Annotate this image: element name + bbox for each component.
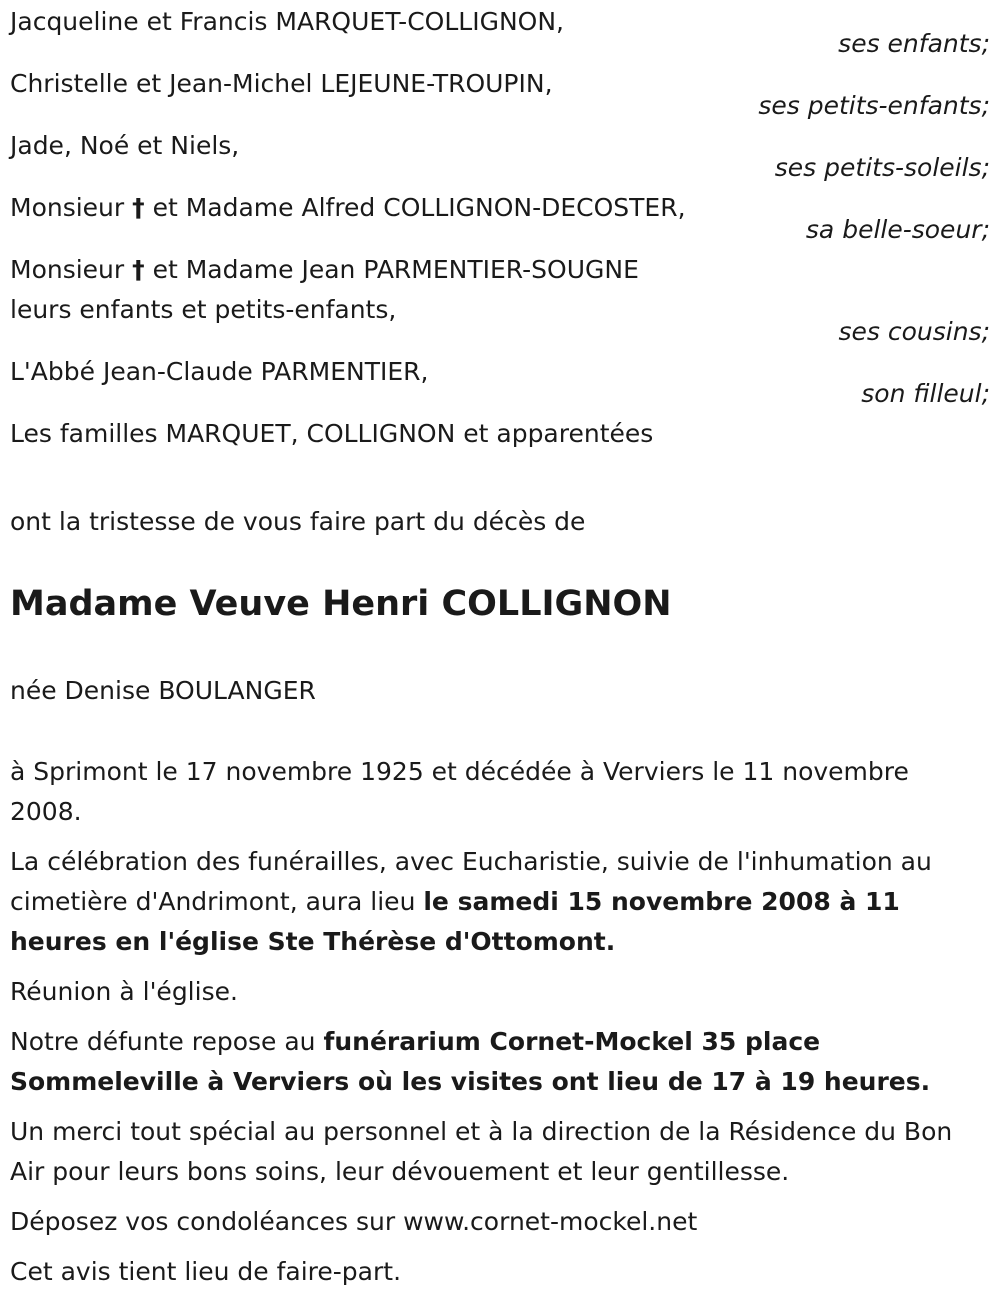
family-member-prefix: Monsieur [10,193,133,222]
birth-death-paragraph: à Sprimont le 17 novembre 1925 et décédée à Verviers le 11 novembre 2008. [10,757,909,826]
relation-label: ses petits-enfants; [758,91,990,120]
notice-paragraph: Cet avis tient lieu de faire-part. [10,1257,402,1286]
relation-label: sa belle-soeur; [805,215,990,244]
repose-paragraph [10,1022,985,1102]
family-member-line: Christelle et Jean-Michel LEJEUNE-TROUPIN, [10,69,553,98]
thanks-paragraph: Un merci tout spécial au personnel et à la direction de la Résidence du Bon Air pour leurs bons soins, leur dévouement et leur gentillesse. [10,1117,953,1186]
family-member-suffix: et Madame Alfred COLLIGNON-DECOSTER, [144,193,686,222]
repose-text: Notre défunte repose au [10,1027,324,1056]
relation-label: son filleul; [861,379,990,408]
family-member-line: Les familles MARQUET, COLLIGNON et apparentées [10,419,654,448]
announcement-intro: ont la tristesse de vous faire part du décès de [10,507,586,536]
maiden-name: née Denise BOULANGER [10,676,316,705]
family-member-line [10,250,990,290]
relation-label: ses enfants; [838,29,990,58]
ceremony-paragraph [10,842,985,962]
reunion-paragraph: Réunion à l'église. [10,977,238,1006]
cross-icon: † [132,255,145,284]
family-member-line: Jade, Noé et Niels, [10,131,240,160]
obituary-body [10,752,985,1302]
deceased-name: Madame Veuve Henri COLLIGNON [10,584,672,624]
family-member-suffix: et Madame Jean PARMENTIER-SOUGNE [144,255,639,284]
family-member-line: L'Abbé Jean-Claude PARMENTIER, [10,357,429,386]
cross-icon: † [132,193,145,222]
relation-label: ses cousins; [838,317,990,346]
family-member-line-continued: leurs enfants et petits-enfants, [10,295,397,324]
family-list [10,0,990,454]
funeral-home-details: funérarium Cornet-Mockel 35 place Sommeleville à Verviers où les visites ont lieu de 17 à 19 heures. [10,1027,931,1096]
family-member-prefix: Monsieur [10,255,133,284]
ceremony-date-location: le samedi 15 novembre 2008 à 11 heures en l'église Ste Thérèse d'Ottomont. [10,887,900,956]
ceremony-text: La célébration des funérailles, avec Eucharistie, suivie de l'inhumation au cimetière d'Andrimont, aura lieu [10,847,932,916]
relation-label: ses petits-soleils; [774,153,990,182]
family-member-line: Jacqueline et Francis MARQUET-COLLIGNON, [10,7,564,36]
condolences-paragraph: Déposez vos condoléances sur www.cornet-mockel.net [10,1207,698,1236]
